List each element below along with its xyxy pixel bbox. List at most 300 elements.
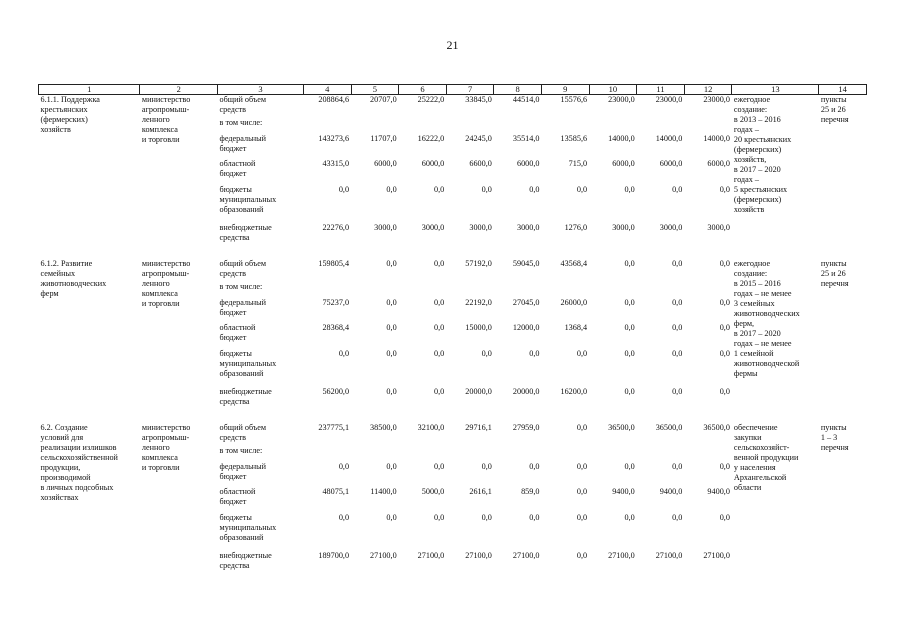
value-cell — [399, 134, 447, 159]
value-cell-text: 0,0 — [481, 348, 492, 358]
value-cell — [589, 387, 637, 411]
column-header-5: 5 — [351, 85, 399, 95]
value-cell — [684, 134, 732, 159]
value-cell-text: 6000,0 — [516, 158, 540, 168]
value-cell — [684, 159, 732, 185]
value-cell — [684, 95, 732, 118]
value-cell — [637, 323, 685, 349]
value-cell — [637, 134, 685, 159]
value-cell-text: 0,0 — [386, 461, 397, 471]
funding-source — [218, 323, 304, 349]
value-cell-text: 159805,4 — [318, 258, 350, 268]
reference-points — [819, 95, 867, 247]
reference-points — [819, 423, 867, 575]
value-cell — [494, 423, 542, 446]
value-cell-text: 27045,0 — [512, 297, 540, 307]
value-cell — [589, 95, 637, 118]
column-header-8: 8 — [494, 85, 542, 95]
value-cell-text: 59045,0 — [512, 258, 540, 268]
empty-cell — [637, 118, 685, 134]
reference-points — [819, 259, 867, 411]
value-cell — [446, 349, 494, 387]
value-cell-text: 15000,0 — [465, 322, 492, 332]
value-cell — [541, 423, 589, 446]
value-cell — [684, 323, 732, 349]
header-row — [39, 85, 867, 95]
value-cell-text: 0,0 — [434, 461, 445, 471]
value-cell — [494, 185, 542, 223]
executor-name — [140, 95, 218, 247]
value-cell — [494, 487, 542, 513]
value-cell — [303, 159, 351, 185]
value-cell — [637, 423, 685, 446]
spacer-cell — [39, 247, 867, 259]
value-cell-text: 3000,0 — [469, 222, 492, 232]
empty-cell — [494, 118, 542, 134]
value-cell — [541, 349, 589, 387]
value-cell — [446, 159, 494, 185]
empty-cell — [541, 446, 589, 462]
value-cell — [446, 185, 494, 223]
value-cell-text: 32100,0 — [417, 422, 445, 432]
value-cell-text: 143273,6 — [318, 133, 350, 143]
value-cell — [399, 185, 447, 223]
value-cell-text: 9400,0 — [707, 486, 730, 496]
funding-source-text: общий объем средств — [219, 95, 267, 114]
value-cell — [589, 551, 637, 575]
value-cell — [351, 513, 399, 551]
executor-name-text: министерство агропромыш- ленного комплекса и торговли — [141, 258, 191, 308]
value-cell — [637, 298, 685, 323]
value-cell — [399, 551, 447, 575]
expected-result-text: ежегодное создание: в 2013 – 2016 годах – 20 крестьянских (фермерских) хозяйств, в 2017 – 2020 годах – 5 крестьянских (фермерских) хозяйств — [733, 95, 792, 214]
value-cell-text: 44514,0 — [512, 95, 540, 104]
table-row — [39, 95, 867, 118]
value-cell — [303, 298, 351, 323]
value-cell — [399, 298, 447, 323]
value-cell — [541, 298, 589, 323]
value-cell-text: 208864,6 — [318, 95, 350, 104]
value-cell — [684, 298, 732, 323]
value-cell — [399, 423, 447, 446]
value-cell-text: 27100,0 — [370, 550, 397, 560]
value-cell — [303, 185, 351, 223]
funding-source-text: федеральный бюджет — [219, 461, 267, 481]
measure-name-text: 6.1.1. Поддержка крестьянских (фермерских) хозяйств — [40, 95, 100, 134]
funding-source — [218, 487, 304, 513]
value-cell — [637, 349, 685, 387]
value-cell — [446, 423, 494, 446]
empty-cell — [351, 118, 399, 134]
value-cell-text: 0,0 — [481, 184, 492, 194]
value-cell-text: 0,0 — [386, 386, 397, 396]
value-cell — [494, 159, 542, 185]
value-cell-text: 3000,0 — [707, 222, 730, 232]
value-cell-text: 0,0 — [719, 348, 730, 358]
section-spacer — [39, 247, 867, 259]
value-cell-text: 0,0 — [672, 512, 683, 522]
value-cell-text: 27959,0 — [512, 422, 540, 432]
value-cell — [399, 223, 447, 247]
value-cell-text: 189700,0 — [318, 550, 350, 560]
value-cell — [494, 259, 542, 282]
value-cell-text: 0,0 — [719, 386, 730, 396]
value-cell — [684, 349, 732, 387]
value-cell — [637, 185, 685, 223]
column-header-4: 4 — [303, 85, 351, 95]
value-cell — [446, 298, 494, 323]
value-cell-text: 33845,0 — [465, 95, 492, 104]
value-cell — [589, 259, 637, 282]
value-cell-text: 3000,0 — [612, 222, 635, 232]
value-cell-text: 3000,0 — [421, 222, 445, 232]
executor-name — [140, 423, 218, 575]
funding-source — [218, 282, 304, 298]
value-cell-text: 0,0 — [624, 348, 635, 358]
funding-source — [218, 118, 304, 134]
column-header-9: 9 — [541, 85, 589, 95]
empty-cell — [351, 446, 399, 462]
value-cell-text: 0,0 — [719, 184, 730, 194]
column-header-7: 7 — [446, 85, 494, 95]
value-cell-text: 0,0 — [576, 550, 588, 560]
value-cell — [351, 95, 399, 118]
column-header-6: 6 — [399, 85, 447, 95]
empty-cell — [446, 282, 494, 298]
value-cell — [541, 134, 589, 159]
value-cell-text: 38500,0 — [370, 422, 397, 432]
value-cell — [589, 134, 637, 159]
value-cell-text: 25222,0 — [417, 95, 445, 104]
value-cell-text: 0,0 — [624, 322, 635, 332]
value-cell — [446, 323, 494, 349]
value-cell-text: 0,0 — [481, 512, 492, 522]
value-cell-text: 0,0 — [624, 512, 635, 522]
value-cell-text: 29716,1 — [465, 422, 492, 432]
value-cell-text: 28368,4 — [322, 322, 350, 332]
value-cell — [494, 349, 542, 387]
value-cell — [303, 349, 351, 387]
column-header-12: 12 — [684, 85, 732, 95]
value-cell — [399, 159, 447, 185]
empty-cell — [589, 446, 637, 462]
value-cell — [303, 551, 351, 575]
funding-source — [218, 95, 304, 118]
value-cell-text: 14000,0 — [703, 133, 730, 143]
value-cell-text: 0,0 — [672, 322, 683, 332]
value-cell-text: 20000,0 — [512, 386, 540, 396]
value-cell — [589, 298, 637, 323]
value-cell-text: 0,0 — [672, 258, 683, 268]
value-cell-text: 0,0 — [434, 512, 445, 522]
value-cell-text: 0,0 — [624, 184, 635, 194]
funding-source — [218, 423, 304, 446]
value-cell-text: 27100,0 — [512, 550, 540, 560]
reference-points-text: пункты 25 и 26 перечня — [820, 95, 849, 124]
value-cell-text: 75237,0 — [322, 297, 350, 307]
value-cell-text: 22192,0 — [465, 297, 492, 307]
executor-name-text: министерство агропромыш- ленного комплекса и торговли — [141, 95, 191, 144]
value-cell-text: 0,0 — [672, 348, 683, 358]
empty-cell — [541, 118, 589, 134]
value-cell-text: 0,0 — [576, 512, 588, 522]
value-cell — [541, 323, 589, 349]
value-cell-text: 0,0 — [672, 184, 683, 194]
value-cell — [446, 387, 494, 411]
value-cell — [589, 423, 637, 446]
empty-cell — [541, 282, 589, 298]
value-cell-text: 0,0 — [672, 297, 683, 307]
value-cell-text: 0,0 — [386, 297, 397, 307]
value-cell-text: 3000,0 — [374, 222, 397, 232]
funding-source-text: в том числе: — [219, 445, 263, 455]
value-cell-text: 0,0 — [338, 461, 350, 471]
value-cell-text: 0,0 — [624, 386, 635, 396]
value-cell — [684, 423, 732, 446]
measure-name — [39, 423, 140, 575]
value-cell — [351, 349, 399, 387]
funding-source-text: внебюджетные средства — [219, 386, 272, 406]
value-cell — [351, 185, 399, 223]
empty-cell — [589, 118, 637, 134]
funding-source — [218, 513, 304, 551]
funding-source-text: бюджеты муниципальных образований — [219, 512, 277, 542]
value-cell — [446, 259, 494, 282]
value-cell — [351, 298, 399, 323]
value-cell — [351, 259, 399, 282]
value-cell — [494, 513, 542, 551]
column-header-10: 10 — [589, 85, 637, 95]
value-cell — [351, 423, 399, 446]
column-header-11: 11 — [637, 85, 685, 95]
value-cell-text: 1276,0 — [564, 222, 588, 232]
column-header-3: 3 — [218, 85, 304, 95]
value-cell-text: 3000,0 — [659, 222, 683, 232]
value-cell-text: 6000,0 — [659, 158, 683, 168]
value-cell — [303, 423, 351, 446]
value-cell-text: 0,0 — [434, 258, 445, 268]
measure-name-text: 6.2. Создание условий для реализации излишков сельскохозяйственной продукции, производимой в личных подсобных хозяйствах — [40, 422, 118, 502]
funding-source — [218, 462, 304, 487]
column-header-1: 1 — [39, 85, 140, 95]
value-cell — [351, 487, 399, 513]
value-cell — [637, 487, 685, 513]
value-cell-text: 0,0 — [434, 184, 445, 194]
value-cell — [541, 387, 589, 411]
value-cell — [399, 487, 447, 513]
empty-cell — [446, 118, 494, 134]
value-cell — [541, 259, 589, 282]
value-cell — [446, 223, 494, 247]
value-cell-text: 23000,0 — [608, 95, 635, 104]
value-cell — [446, 134, 494, 159]
reference-points-text: пункты 25 и 26 перечня — [820, 258, 849, 288]
empty-cell — [589, 282, 637, 298]
funding-source — [218, 134, 304, 159]
value-cell-text: 0,0 — [386, 512, 397, 522]
value-cell — [684, 185, 732, 223]
value-cell — [303, 462, 351, 487]
value-cell — [494, 134, 542, 159]
value-cell — [494, 462, 542, 487]
reference-points-text: пункты 1 – 3 перечня — [820, 422, 849, 452]
value-cell — [494, 551, 542, 575]
value-cell — [399, 349, 447, 387]
value-cell — [589, 323, 637, 349]
value-cell — [589, 349, 637, 387]
value-cell-text: 56200,0 — [322, 386, 350, 396]
funding-source — [218, 551, 304, 575]
empty-cell — [399, 118, 447, 134]
value-cell-text: 0,0 — [529, 348, 540, 358]
value-cell — [684, 387, 732, 411]
empty-cell — [494, 446, 542, 462]
value-cell-text: 22276,0 — [322, 222, 350, 232]
value-cell-text: 36500,0 — [608, 422, 635, 432]
table-body — [39, 95, 867, 575]
value-cell-text: 43315,0 — [322, 158, 350, 168]
value-cell-text: 36500,0 — [703, 422, 730, 432]
value-cell-text: 0,0 — [434, 348, 445, 358]
value-cell — [446, 513, 494, 551]
value-cell — [637, 513, 685, 551]
value-cell-text: 237775,1 — [318, 422, 350, 432]
value-cell — [589, 513, 637, 551]
value-cell-text: 0,0 — [719, 297, 730, 307]
executor-name — [140, 259, 218, 411]
measure-name — [39, 95, 140, 247]
empty-cell — [351, 282, 399, 298]
funding-source — [218, 387, 304, 411]
value-cell — [684, 487, 732, 513]
value-cell — [494, 298, 542, 323]
expected-result-text: ежегодное создание: в 2015 – 2016 годах – не менее 3 семейных животноводческих ферм, в 2017 – 2020 годах – не менее 1 семейной животноводческой фермы — [733, 258, 800, 378]
value-cell — [351, 323, 399, 349]
expected-result-text: обеспечение закупки сельскохозяйст- венной продукции у населения Архангельской области — [733, 422, 799, 492]
value-cell — [541, 223, 589, 247]
value-cell-text: 9400,0 — [612, 486, 635, 496]
value-cell-text: 1368,4 — [564, 322, 588, 332]
value-cell-text: 6000,0 — [374, 158, 397, 168]
value-cell-text: 36500,0 — [655, 422, 683, 432]
value-cell-text: 11707,0 — [370, 133, 397, 143]
value-cell — [541, 159, 589, 185]
value-cell-text: 0,0 — [624, 258, 635, 268]
value-cell-text: 0,0 — [529, 512, 540, 522]
value-cell-text: 0,0 — [338, 512, 350, 522]
value-cell-text: 20707,0 — [370, 95, 397, 104]
value-cell-text: 0,0 — [576, 486, 588, 496]
value-cell-text: 12000,0 — [512, 322, 540, 332]
value-cell-text: 5000,0 — [421, 486, 445, 496]
empty-cell — [303, 118, 351, 134]
value-cell-text: 0,0 — [529, 184, 540, 194]
value-cell-text: 859,0 — [521, 486, 540, 496]
value-cell-text: 16200,0 — [560, 386, 588, 396]
empty-cell — [684, 446, 732, 462]
value-cell-text: 11400,0 — [370, 486, 397, 496]
value-cell — [351, 387, 399, 411]
value-cell-text: 0,0 — [576, 184, 588, 194]
value-cell-text: 6000,0 — [707, 158, 730, 168]
value-cell-text: 0,0 — [434, 297, 445, 307]
value-cell-text: 57192,0 — [465, 258, 492, 268]
funding-source-text: областной бюджет — [219, 158, 256, 178]
table-row — [39, 423, 867, 446]
value-cell — [684, 462, 732, 487]
value-cell-text: 0,0 — [434, 322, 445, 332]
value-cell-text: 6000,0 — [421, 158, 445, 168]
funding-source — [218, 298, 304, 323]
value-cell — [351, 134, 399, 159]
value-cell-text: 27100,0 — [703, 550, 730, 560]
empty-cell — [494, 282, 542, 298]
value-cell-text: 26000,0 — [560, 297, 588, 307]
value-cell-text: 0,0 — [386, 258, 397, 268]
page-number: 21 — [446, 38, 459, 52]
value-cell-text: 6600,0 — [469, 158, 492, 168]
value-cell-text: 13585,6 — [560, 133, 588, 143]
value-cell-text: 23000,0 — [703, 95, 730, 104]
value-cell-text: 0,0 — [624, 297, 635, 307]
value-cell — [446, 462, 494, 487]
empty-cell — [399, 282, 447, 298]
value-cell — [399, 95, 447, 118]
funding-source-text: областной бюджет — [219, 322, 256, 342]
value-cell — [684, 551, 732, 575]
value-cell — [589, 223, 637, 247]
executor-name-text: министерство агропромыш- ленного комплекса и торговли — [141, 422, 191, 472]
value-cell — [303, 387, 351, 411]
empty-cell — [446, 446, 494, 462]
funding-source — [218, 223, 304, 247]
expected-result — [732, 95, 819, 247]
value-cell-text: 0,0 — [338, 184, 350, 194]
value-cell — [399, 513, 447, 551]
spacer-cell — [39, 411, 867, 423]
value-cell-text: 9400,0 — [659, 486, 683, 496]
value-cell-text: 24245,0 — [465, 133, 492, 143]
expected-result — [732, 259, 819, 411]
value-cell-text: 20000,0 — [465, 386, 492, 396]
funding-source-text: областной бюджет — [219, 486, 256, 506]
value-cell — [589, 462, 637, 487]
value-cell — [637, 462, 685, 487]
value-cell-text: 0,0 — [719, 258, 730, 268]
value-cell-text: 3000,0 — [516, 222, 540, 232]
value-cell — [637, 387, 685, 411]
value-cell — [399, 259, 447, 282]
value-cell — [684, 223, 732, 247]
empty-cell — [637, 446, 685, 462]
value-cell — [589, 159, 637, 185]
value-cell-text: 43568,4 — [560, 258, 588, 268]
empty-cell — [684, 282, 732, 298]
value-cell-text: 15576,6 — [560, 95, 588, 104]
value-cell — [303, 95, 351, 118]
value-cell — [351, 462, 399, 487]
value-cell — [399, 323, 447, 349]
value-cell-text: 23000,0 — [655, 95, 683, 104]
value-cell — [494, 387, 542, 411]
section-spacer — [39, 411, 867, 423]
funding-source-text: в том числе: — [219, 281, 263, 291]
value-cell — [637, 95, 685, 118]
value-cell-text: 0,0 — [386, 322, 397, 332]
value-cell-text: 715,0 — [568, 158, 588, 168]
value-cell — [303, 134, 351, 159]
value-cell-text: 14000,0 — [608, 133, 635, 143]
